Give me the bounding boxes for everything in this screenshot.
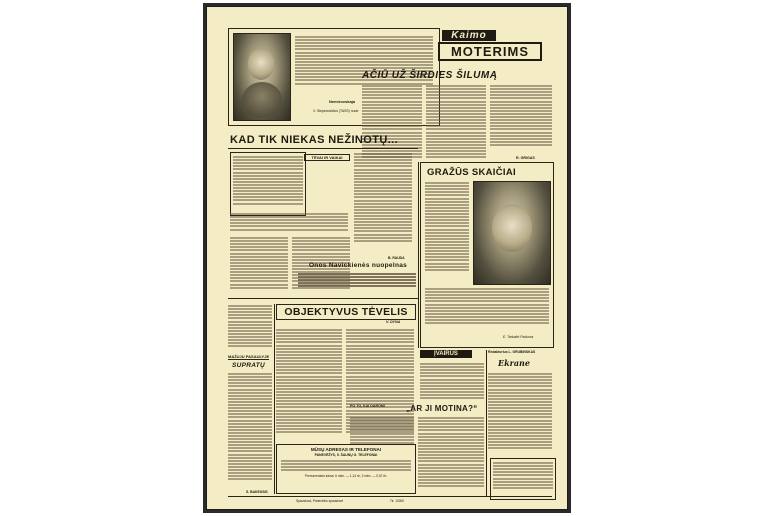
newspaper-page: [206, 6, 568, 510]
article3-text-bottom: [425, 287, 549, 329]
woman-portrait-photo: [233, 33, 291, 121]
bottom-left-text: Spaustuva, Panevėžio spaustuvė: [296, 499, 344, 503]
top-caption-photo-credit: V. Stepanovičius (TASS) nuotr.: [313, 109, 360, 113]
left-col-small-title: MAŽUJU PASAULYJE: [228, 354, 270, 359]
article4-lead: [298, 272, 416, 292]
ekrane-listing: [488, 372, 552, 454]
address-text: [281, 459, 411, 473]
editor-line: Redaktorius L. GRUBINSKAS: [488, 350, 536, 354]
ivairus-title: ĮVAIRŪS: [420, 350, 472, 358]
article1-col3: [490, 84, 552, 154]
portrait-headscarf: [242, 82, 282, 118]
address-box: [276, 444, 416, 494]
address-price: Prenumeratos kaina: 6 mėn. — 1,14 rb, 3 mėn. — 0,57 rb.: [304, 474, 388, 478]
top-caption-author: Nemirovskaja: [329, 99, 356, 104]
article5-subtitle: V. DYNA: [386, 320, 401, 324]
article2-box-label: TĖVAI IR VAIKAI: [304, 154, 350, 161]
article2-col3: [354, 152, 412, 254]
bottom-right-text: Tir. 10000: [390, 499, 405, 503]
vertical-rule-1: [418, 162, 419, 348]
article1-signature: R. GRIGAS: [516, 156, 535, 160]
left-col-title: SUPRATŲ: [232, 362, 266, 369]
subscribe-box: [490, 458, 556, 500]
article6-kicker: PO TO, KAI DAROMI: [350, 404, 385, 408]
article4-title: Onos Navickienės nuopelnas: [308, 262, 408, 269]
article2-intro-box: [230, 152, 306, 216]
article2-title: KAD TIK NIEKAS NEŽINOTŲ...: [230, 134, 399, 146]
article4-rule-bottom: [228, 298, 418, 299]
article6-col2: [418, 416, 484, 494]
address-line1: PANEVĖŽYS, 5. ŠAUNŲ G. TELEFONAI: [314, 453, 378, 457]
article2-signature: B. RAUDA: [388, 256, 405, 260]
article2-col-intro-wide: [230, 212, 348, 234]
article3-block: [420, 162, 554, 348]
article5-col1: [276, 328, 342, 440]
article1-title: AČIŪ UŽ ŠIRDIES ŠILUMĄ: [362, 70, 498, 81]
article2-col1: [230, 236, 288, 296]
left-col-signature: S. BAKEUSIS: [246, 490, 268, 494]
ivairus-text-col1: [420, 362, 484, 402]
article6-title: „AR JI MOTINA?“: [406, 404, 478, 413]
article2-rule: [228, 148, 418, 149]
article3-text-left: [425, 181, 469, 277]
address-title: MŪSŲ ADRESAS IR TELEFONAI: [310, 447, 382, 452]
bottom-rule: [228, 496, 552, 497]
left-col-top-text: [228, 304, 272, 350]
smiling-woman-photo: [473, 181, 551, 285]
photo-face: [492, 204, 532, 252]
portrait-face: [248, 48, 274, 80]
header-line-2: MOTERIMS: [438, 42, 542, 61]
article3-signature: E. Tarkaitė-Paskova: [503, 335, 534, 339]
vertical-rule-2: [274, 304, 275, 494]
header-line-1: Kaimo: [442, 30, 496, 41]
article3-title: GRAŽŪS SKAIČIAI: [427, 167, 516, 178]
article1-col2: [426, 84, 486, 164]
left-col-text: [228, 372, 272, 488]
article6-col1: [350, 416, 414, 446]
vertical-rule-3: [486, 350, 487, 496]
section-header: [438, 30, 542, 64]
ekrane-title: Ekrane: [498, 358, 530, 368]
article5-title: OBJEKTYVUS TĖVELIS: [276, 304, 416, 320]
